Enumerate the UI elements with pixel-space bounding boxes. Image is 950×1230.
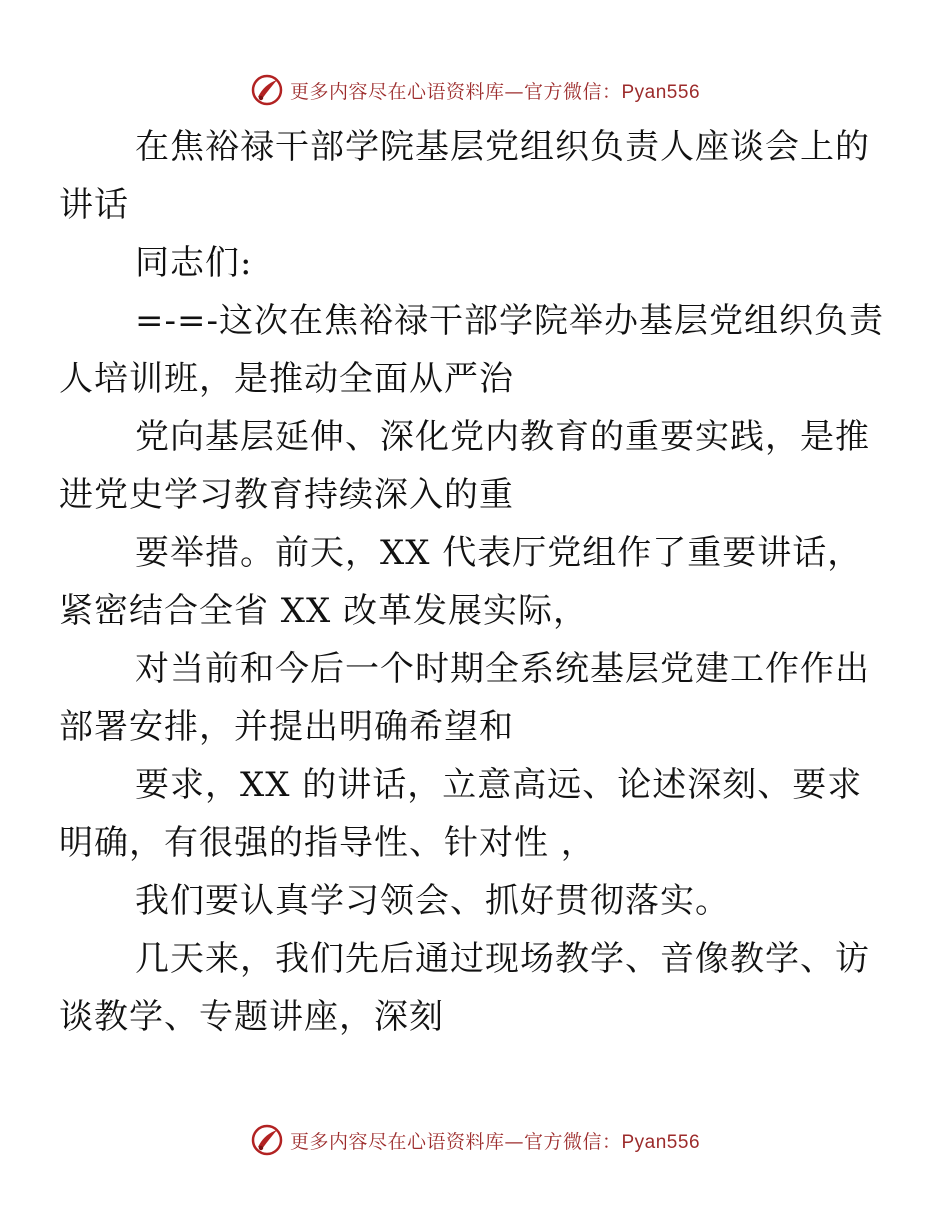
paragraph xyxy=(59,930,870,1046)
text-line: 部署安排，并提出明确希望和 xyxy=(59,707,514,747)
text-line: =-=-这次在焦裕禄干部学院举办基层党组织负责 xyxy=(135,301,884,341)
paragraph xyxy=(59,756,863,872)
paragraph-salutation xyxy=(97,234,857,292)
text-line: 要举措。前天，XX 代表厅党组作了重要讲话， xyxy=(135,533,863,573)
text-line: 要求，XX 的讲话，立意高远、论述深刻、要求 xyxy=(135,765,863,805)
footer-text-cn: 更多内容尽在心语资料库—官方微信： xyxy=(289,1130,622,1153)
footer-text xyxy=(290,1127,700,1154)
header-banner xyxy=(0,70,950,110)
paragraph xyxy=(59,524,863,640)
paragraph xyxy=(59,640,870,756)
brush-logo-icon xyxy=(250,1123,284,1157)
text-line: 在焦裕禄干部学院基层党组织负责人座谈会上的 xyxy=(135,127,870,167)
text-line: 我们要认真学习领会、抓好贯彻落实。 xyxy=(135,881,730,921)
text-line: 对当前和今后一个时期全系统基层党建工作作出 xyxy=(135,649,870,689)
paragraph-title xyxy=(59,118,870,234)
header-wechat-id: Pyan556 xyxy=(621,81,701,103)
text-line: 谈教学、专题讲座，深刻 xyxy=(59,997,444,1037)
text-line: 党向基层延伸、深化党内教育的重要实践，是推 xyxy=(135,417,870,457)
header-text xyxy=(290,77,700,104)
text-line: 明确，有很强的指导性、针对性 ， xyxy=(59,823,596,863)
text-line: 讲话 xyxy=(59,185,129,225)
text-line: 紧密结合全省 XX 改革发展实际， xyxy=(59,591,589,631)
document-body xyxy=(59,118,884,1046)
header-text-cn: 更多内容尽在心语资料库—官方微信： xyxy=(289,80,622,103)
footer-banner xyxy=(0,1120,950,1160)
text-line: 几天来，我们先后通过现场教学、音像教学、访 xyxy=(135,939,870,979)
footer-wechat-id: Pyan556 xyxy=(621,1131,701,1153)
text-line: 同志们: xyxy=(135,243,253,283)
text-line: 人培训班，是推动全面从严治 xyxy=(59,359,514,399)
paragraph xyxy=(97,872,857,930)
paragraph xyxy=(59,408,870,524)
paragraph xyxy=(59,292,884,408)
text-line: 进党史学习教育持续深入的重 xyxy=(59,475,514,515)
brush-logo-icon xyxy=(250,73,284,107)
